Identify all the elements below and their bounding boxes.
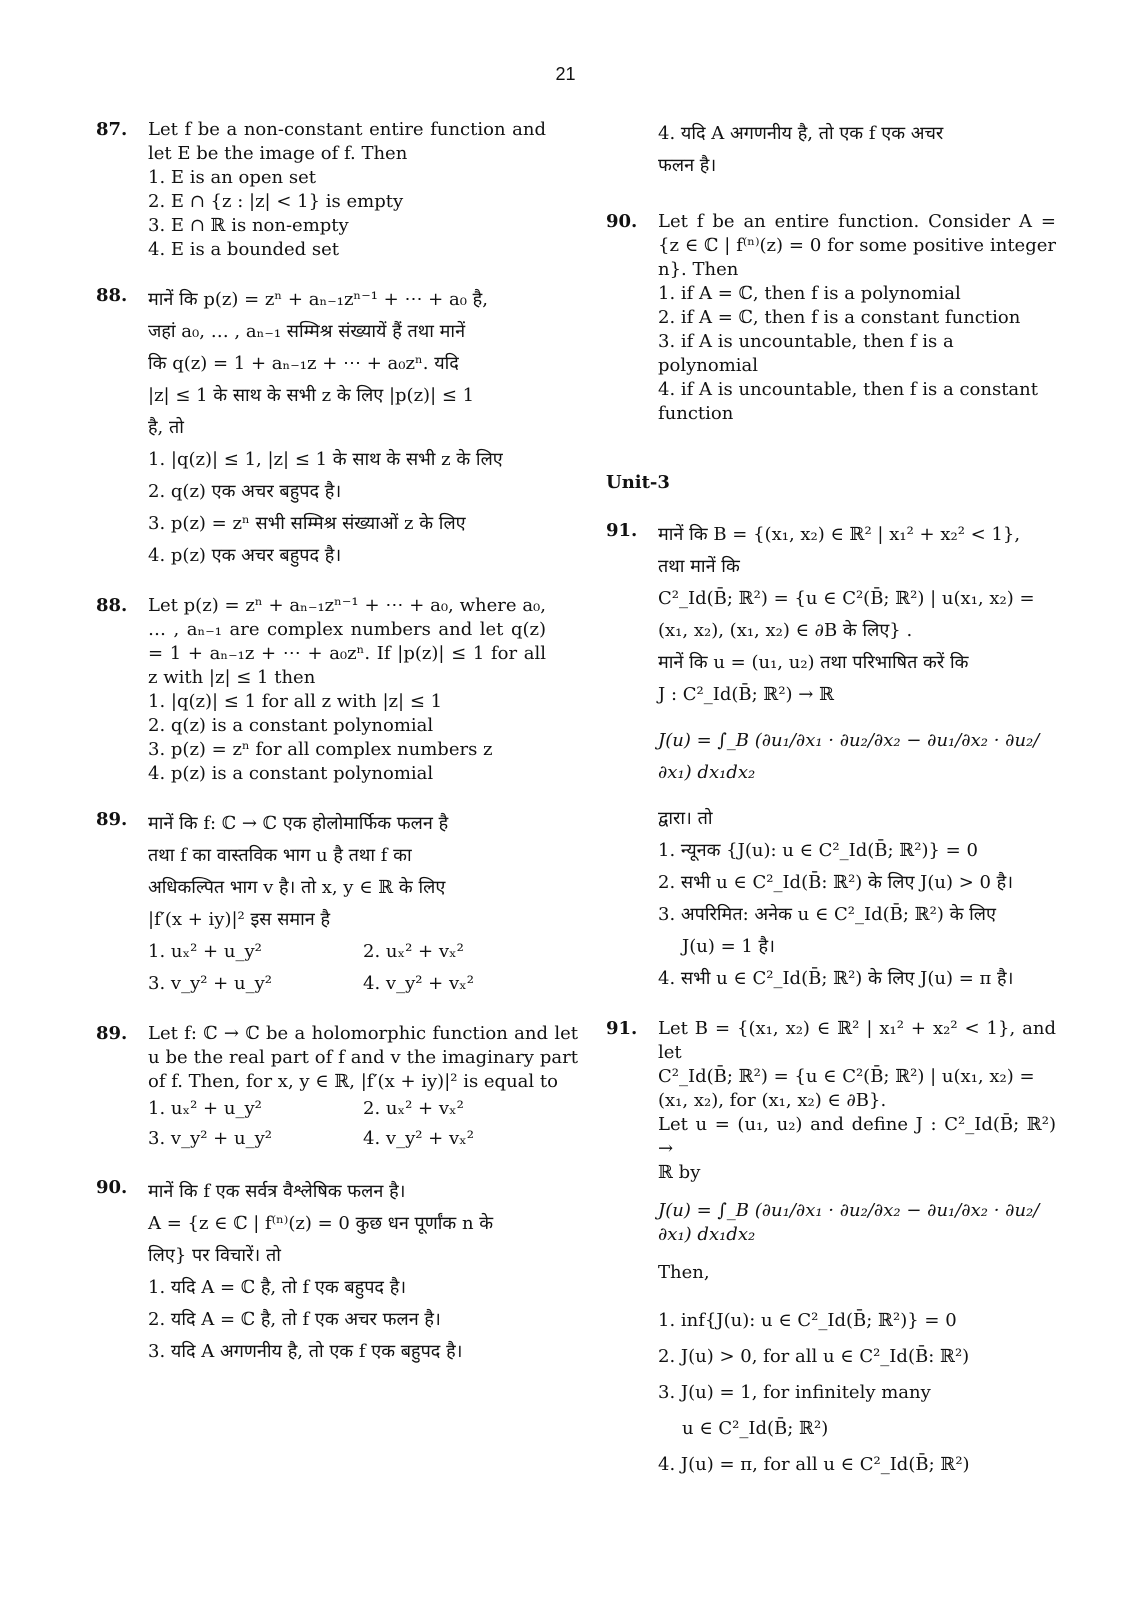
option-2: 2. if A = ℂ, then f is a constant function <box>658 307 1021 328</box>
question-stem <box>148 808 578 936</box>
option-4: 4. यदि A अगणनीय है, तो एक f एक अचर <box>658 123 944 144</box>
option-1: 1. यदि A = ℂ है, तो f एक बहुपद है। <box>148 1277 407 1298</box>
question-number: 89. <box>96 1023 128 1044</box>
stem-line: C²_Id(B̄; ℝ²) = {u ∈ C²(B̄; ℝ²) | u(x₁, x₂) = <box>658 1066 1035 1087</box>
question-number: 91. <box>606 1018 638 1039</box>
option-4: 4. सभी u ∈ C²_Id(B̄; ℝ²) के लिए J(u) = π है। <box>658 968 1014 989</box>
option-4: 4. E is a bounded set <box>148 239 340 260</box>
question-88-english <box>96 594 546 786</box>
question-stem <box>658 1017 1056 1185</box>
question-number: 88. <box>96 595 128 616</box>
question-stem: Let f: ℂ → ℂ be a holomorphic function and let u be the real part of f and v the imaginary part of f. Then, for x, y ∈ ℝ, |f′(x + iy)|² is equal to <box>148 1023 578 1092</box>
option-3: 3. p(z) = zⁿ सभी सम्मिश्र संख्याओं z के लिए <box>148 513 466 534</box>
stem-line: मानें कि f एक सर्वत्र वैश्लेषिक फलन है। <box>148 1181 406 1202</box>
option-1: 1. न्यूनक {J(u): u ∈ C²_Id(B̄; ℝ²)} = 0 <box>658 840 978 861</box>
options-row <box>148 968 578 1000</box>
option-2: 2. सभी u ∈ C²_Id(B̄: ℝ²) के लिए J(u) > 0 है। <box>658 872 1014 893</box>
stem-line: जहां a₀, … , aₙ₋₁ सम्मिश्र संख्यायें हैं तथा मानें <box>148 321 466 342</box>
question-number: 89. <box>96 809 128 830</box>
option-4: 4. p(z) एक अचर बहुपद है। <box>148 545 342 566</box>
stem-line: लिए} पर विचारें। तो <box>148 1245 281 1266</box>
question-number: 90. <box>96 1177 128 1198</box>
question-stem <box>148 1176 546 1272</box>
option-4-continued: फलन है। <box>658 155 717 176</box>
options-row <box>148 1094 578 1124</box>
stem-line: मानें कि u = (u₁, u₂) तथा परिभाषित करें कि <box>658 652 969 673</box>
question-number: 87. <box>96 119 128 140</box>
option-1: 1. |q(z)| ≤ 1 for all z with |z| ≤ 1 <box>148 691 443 712</box>
options-list <box>658 1303 1056 1483</box>
unit-heading: Unit-3 <box>606 472 670 493</box>
option-3: 3. यदि A अगणनीय है, तो एक f एक बहुपद है। <box>148 1341 463 1362</box>
stem-line: J : C²_Id(B̄; ℝ²) → ℝ <box>658 684 835 705</box>
option-4: 4. v_y² + vₓ² <box>363 973 474 994</box>
stem-line: मानें कि f: ℂ → ℂ एक होलोमार्फिक फलन है <box>148 813 449 834</box>
stem-line: Let B = {(x₁, x₂) ∈ ℝ² | x₁² + x₂² < 1}, and let <box>658 1018 1056 1063</box>
stem-line: कि q(z) = 1 + aₙ₋₁z + ⋯ + a₀zⁿ. यदि <box>148 353 459 374</box>
option-3: 3. अपरिमित: अनेक u ∈ C²_Id(B̄; ℝ²) के लिए <box>658 904 996 925</box>
option-2: 2. E ∩ {z : |z| < 1} is empty <box>148 191 404 212</box>
question-90-english <box>606 210 1056 426</box>
stem-line: है, तो <box>148 417 184 438</box>
question-90-hindi <box>96 1176 546 1368</box>
left-column <box>96 118 578 1390</box>
stem-line: ℝ by <box>658 1162 701 1183</box>
option-3: 3. p(z) = zⁿ for all complex numbers z <box>148 739 493 760</box>
option-3: 3. if A is uncountable, then f is a polynomial <box>658 331 954 376</box>
options-list <box>658 835 1056 995</box>
question-91-english <box>606 1017 1056 1483</box>
options-list <box>148 444 546 572</box>
option-4: 4. J(u) = π, for all u ∈ C²_Id(B̄; ℝ²) <box>658 1454 970 1475</box>
option-2: 2. uₓ² + vₓ² <box>363 1098 464 1119</box>
question-87 <box>96 118 546 262</box>
stem-line: अधिकल्पित भाग v है। तो x, y ∈ ℝ के लिए <box>148 877 446 898</box>
right-column <box>606 118 1056 1505</box>
stem-line: तथा f का वास्तविक भाग u है तथा f का <box>148 845 412 866</box>
options-list <box>148 1272 546 1368</box>
option-3: 3. E ∩ ℝ is non-empty <box>148 215 349 236</box>
option-3-continued: u ∈ C²_Id(B̄; ℝ²) <box>682 1418 829 1439</box>
stem-after: द्वारा। तो <box>658 808 713 829</box>
stem-line: मानें कि p(z) = zⁿ + aₙ₋₁zⁿ⁻¹ + ⋯ + a₀ है, <box>148 289 488 310</box>
options-list <box>658 282 1056 426</box>
stem-line: |f′(x + iy)|² इस समान है <box>148 909 331 930</box>
stem-line: C²_Id(B̄; ℝ²) = {u ∈ C²(B̄; ℝ²) | u(x₁, x₂) = <box>658 588 1035 609</box>
option-2: 2. J(u) > 0, for all u ∈ C²_Id(B̄: ℝ²) <box>658 1346 970 1367</box>
question-number: 90. <box>606 211 638 232</box>
stem-after: Then, <box>658 1262 710 1283</box>
stem-line: (x₁, x₂), for (x₁, x₂) ∈ ∂B}. <box>658 1090 887 1111</box>
question-number: 91. <box>606 520 638 541</box>
integral-formula: J(u) = ∫_B (∂u₁/∂x₁ · ∂u₂/∂x₂ − ∂u₁/∂x₂ · ∂u₂/∂x₁) dx₁dx₂ <box>658 730 1040 783</box>
option-3: 3. v_y² + u_y² <box>148 973 272 994</box>
options-row <box>148 936 578 968</box>
question-88-hindi <box>96 284 546 572</box>
question-stem: Let p(z) = zⁿ + aₙ₋₁zⁿ⁻¹ + ⋯ + a₀, where a₀, … , aₙ₋₁ are complex numbers and let q(z) = 1 + aₙ₋₁z + ⋯ + a₀zⁿ. If |p(z)| ≤ 1 for all z with |z| ≤ 1 then <box>148 595 546 688</box>
option-2: 2. यदि A = ℂ है, तो f एक अचर फलन है। <box>148 1309 441 1330</box>
stem-line: Let u = (u₁, u₂) and define J : C²_Id(B̄; ℝ²) → <box>658 1114 1056 1159</box>
option-4: 4. p(z) is a constant polynomial <box>148 763 434 784</box>
question-stem: Let f be an entire function. Consider A = {z ∈ ℂ | f⁽ⁿ⁾(z) = 0 for some positive integer n}. Then <box>658 211 1056 280</box>
stem-line: मानें कि B = {(x₁, x₂) ∈ ℝ² | x₁² + x₂² < 1}, <box>658 524 1021 545</box>
question-89-hindi <box>96 808 546 1000</box>
option-1: 1. E is an open set <box>148 167 316 188</box>
options-list <box>148 690 546 786</box>
question-91-hindi <box>606 519 1056 995</box>
stem-line: |z| ≤ 1 के साथ के सभी z के लिए |p(z)| ≤ 1 <box>148 385 475 406</box>
option-3: 3. v_y² + u_y² <box>148 1128 272 1149</box>
option-1: 1. inf{J(u): u ∈ C²_Id(B̄; ℝ²)} = 0 <box>658 1310 957 1331</box>
question-stem <box>658 519 1056 711</box>
option-2: 2. q(z) is a constant polynomial <box>148 715 434 736</box>
option-4: 4. v_y² + vₓ² <box>363 1128 474 1149</box>
option-3: 3. J(u) = 1, for infinitely many <box>658 1382 931 1403</box>
integral-formula: J(u) = ∫_B (∂u₁/∂x₁ · ∂u₂/∂x₂ − ∂u₁/∂x₂ · ∂u₂/∂x₁) dx₁dx₂ <box>658 1200 1040 1245</box>
page-number: 21 <box>555 64 576 84</box>
question-89-english <box>96 1022 578 1154</box>
question-number: 88. <box>96 285 128 306</box>
stem-line: (x₁, x₂), (x₁, x₂) ∈ ∂B के लिए} . <box>658 620 913 641</box>
option-1: 1. if A = ℂ, then f is a polynomial <box>658 283 961 304</box>
stem-line: तथा मानें कि <box>658 556 740 577</box>
option-1: 1. uₓ² + u_y² <box>148 1098 262 1119</box>
option-1: 1. |q(z)| ≤ 1, |z| ≤ 1 के साथ के सभी z के लिए <box>148 449 503 470</box>
options-row <box>148 1124 578 1154</box>
options-list <box>148 166 546 262</box>
stem-line: A = {z ∈ ℂ | f⁽ⁿ⁾(z) = 0 कुछ धन पूर्णांक n के <box>148 1213 494 1234</box>
question-stem <box>148 284 546 444</box>
option-1: 1. uₓ² + u_y² <box>148 941 262 962</box>
option-4: 4. if A is uncountable, then f is a constant function <box>658 379 1038 424</box>
question-90-hindi-continued <box>606 118 1056 182</box>
option-3-continued: J(u) = 1 है। <box>682 936 775 957</box>
option-2: 2. q(z) एक अचर बहुपद है। <box>148 481 342 502</box>
option-2: 2. uₓ² + vₓ² <box>363 941 464 962</box>
question-stem: Let f be a non-constant entire function and let E be the image of f. Then <box>148 119 546 164</box>
